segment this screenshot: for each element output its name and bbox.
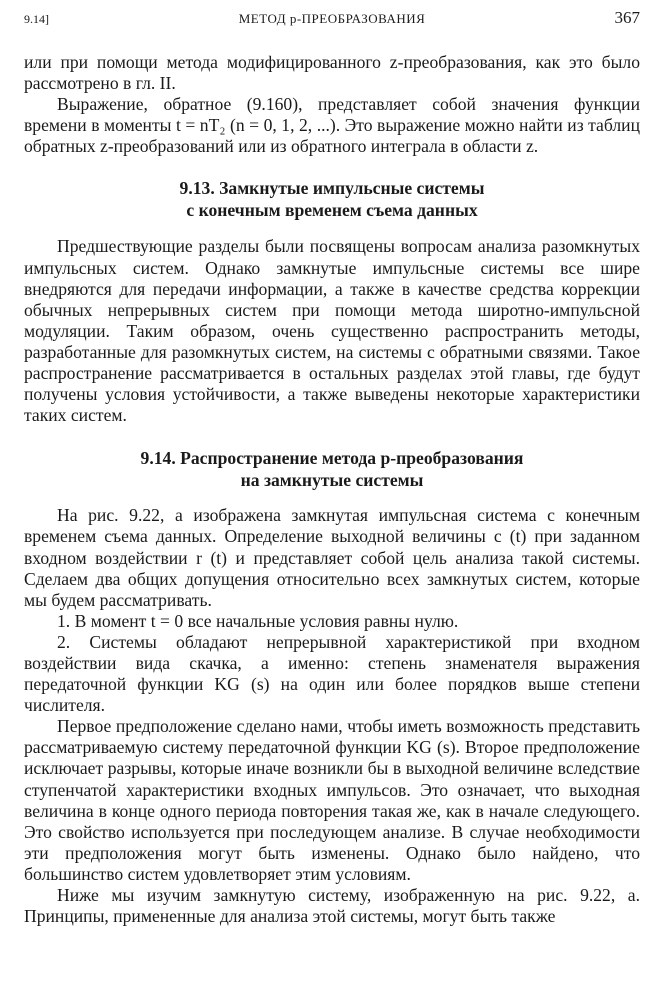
- paragraph-closed-loop-intro: Предшествующие разделы были посвящены вопросам анализа разомкнутых импульсных систем. Однако замкнутые импульсные системы все шире внедряются для передачи информации, а также в качестве средства коррекции обычных непрерывных систем при помощи метода широтно-импульсной модуляции. Таким образом, очень существенно распространить методы, разработанные для разомкнутых систем, на системы с обратными связями. Такое распространение рассматривается в остальных разделах этой главы, где будут получены условия устойчивости, а также выведены некоторые характеристики таких систем.: [24, 236, 640, 426]
- page-body: [24, 52, 640, 927]
- running-title: МЕТОД p-ПРЕОБРАЗОВАНИЯ: [238, 11, 426, 26]
- section-marker: 9.14]: [24, 12, 49, 26]
- paragraph-assumptions-discussion: Первое предположение сделано нами, чтобы иметь возможность представить рассматриваемую систему передаточной функции KG (s). Второе предположение исключает разрывы, которые иначе возникли бы в выходной величине вследствие ступенчатой характеристики входных импульсов. Это означает, что выходная величина в конце одного периода повторения такая же, как в начале следующего. Это свойство используется при последующем анализе. В случае необходимости эти предположения могут быть изменены. Однако было найдено, что большинство систем удовлетворяет этим условиям.: [24, 716, 640, 884]
- running-header: [24, 8, 640, 32]
- section-heading-9-14: [24, 447, 640, 491]
- assumption-2: 2. Системы обладают непрерывной характеристикой при входном воздействии вида скачка, а именно: степень знаменателя выражения передаточной функции KG (s) на один или более порядков выше степени числителя.: [24, 631, 640, 716]
- heading-line: с конечным временем съема данных: [186, 200, 478, 221]
- paragraph-inverse-transform: Выражение, обратное (9.160), представляет собой значения функции времени в моменты t = nT₂ (n = 0, 1, 2, ...). Это выражение можно найти из таблиц обратных z-преобразований или из обратного интеграла в области z.: [24, 94, 640, 157]
- heading-line: на замкнутые системы: [240, 470, 424, 491]
- section-heading-9-13: [24, 177, 640, 221]
- paragraph-figure-intro: На рис. 9.22, а изображена замкнутая импульсная система с конечным временем съема данных. Определение выходной величины c (t) при заданном входном воздействии r (t) и представляет собой цель анализа такой системы. Сделаем два общих допущения относительно всех замкнутых систем, которые мы будем рассматривать.: [24, 505, 640, 610]
- assumption-1: 1. В момент t = 0 все начальные условия равны нулю.: [57, 610, 459, 631]
- paragraph-closing: Ниже мы изучим замкнутую систему, изображенную на рис. 9.22, а. Принципы, примененные для анализа этой системы, могут быть также: [24, 885, 640, 927]
- paragraph-continuation: или при помощи метода модифицированного z-преобразования, как это было рассмотрено в гл. II.: [24, 52, 640, 94]
- page-number: 367: [614, 8, 640, 27]
- heading-line: 9.14. Распространение метода p-преобразования: [140, 448, 524, 469]
- heading-line: 9.13. Замкнутые импульсные системы: [179, 178, 485, 199]
